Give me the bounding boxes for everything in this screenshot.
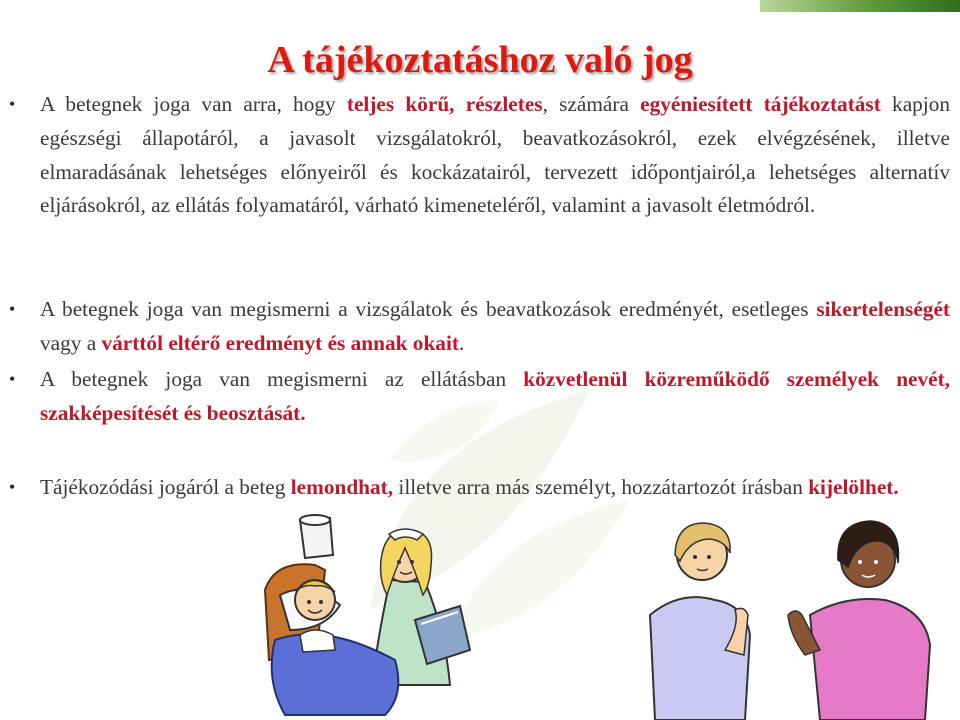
text-segment: , számára <box>542 92 641 116</box>
highlighted-text: egyéniesített tájékoztatást <box>640 92 881 116</box>
two-women-talking-illustration <box>640 505 940 720</box>
text-segment: vagy a <box>40 330 102 355</box>
slide-title: A tájékoztatáshoz való jog <box>267 39 693 81</box>
text-segment: A betegnek joga van megismerni a vizsgálatok és beavatkozások eredményét, esetleges <box>40 297 817 321</box>
bullet-marker: • <box>9 477 16 497</box>
bullet-4 <box>9 471 950 505</box>
bullet-3 <box>9 363 951 431</box>
nurse-patient-illustration <box>255 510 485 720</box>
text-segment: . <box>458 330 465 355</box>
bullet-marker: • <box>9 94 16 114</box>
text-segment: illetve arra más személyt, hozzátartozót írásban <box>393 475 809 499</box>
highlighted-text: lemondhat, <box>290 475 394 499</box>
bullet-1 <box>9 88 951 223</box>
highlighted-text: sikertelenségét <box>816 297 950 321</box>
text-segment: A betegnek joga van megismerni az ellátásban <box>40 367 524 391</box>
highlighted-text: kijelölhet. <box>808 475 899 499</box>
bullet-marker: • <box>9 369 16 389</box>
text-segment: kapjon egészségi állapotáról, a javasolt vizsgálatokról, beavatkozásokról, ezek elvégzésének, illetve elmaradásának lehetséges előnyeiről és kockázatairól, tervezett időpontjairól,a lehetséges alternatív eljárásokról, az ellátás folyamatáról, várható kimeneteléről, valamint a javasolt életmódról. <box>40 92 951 218</box>
bullet-2 <box>9 293 950 361</box>
bullet-marker: • <box>9 299 16 319</box>
highlighted-text: teljes körű, részletes <box>346 92 543 116</box>
highlighted-text: várttól eltérő eredményt és annak okait <box>101 330 459 355</box>
text-segment: A betegnek joga van arra, hogy <box>40 92 347 116</box>
corner-accent-bar <box>760 0 960 12</box>
text-segment: Tájékozódási jogáról a beteg <box>40 475 291 499</box>
highlighted-text: közvetlenül közreműködő személyek nevét, szakképesítését és beosztását. <box>40 367 951 425</box>
